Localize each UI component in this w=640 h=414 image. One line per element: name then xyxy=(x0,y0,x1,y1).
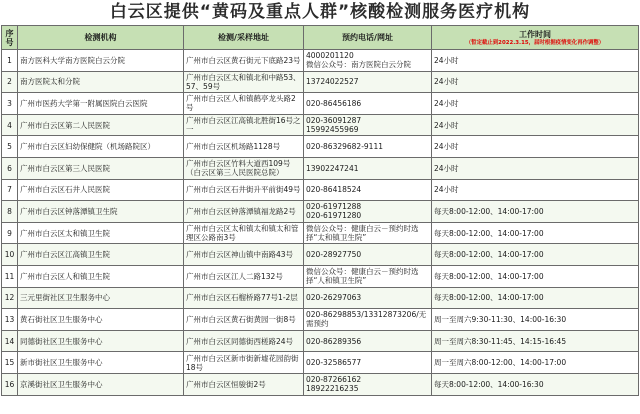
cell-institution: 同德街社区卫生服务中心 xyxy=(18,330,184,352)
table-row xyxy=(2,373,639,395)
cell-index: 11 xyxy=(2,265,18,287)
table-row xyxy=(2,114,639,136)
cell-contact: 微信公众号：健康白云－预约时选择“人和镇卫生院” xyxy=(304,265,432,287)
cell-index: 7 xyxy=(2,179,18,201)
cell-index: 9 xyxy=(2,222,18,244)
header-index: 序号 xyxy=(2,26,18,50)
cell-institution: 广州市白云区钟落潭镇卫生院 xyxy=(18,201,184,223)
table-row xyxy=(2,201,639,223)
table-header-row xyxy=(2,26,639,50)
cell-index: 8 xyxy=(2,201,18,223)
table-body xyxy=(2,50,639,396)
cell-index: 4 xyxy=(2,114,18,136)
cell-address: 广州市白云区太和镇太和镇太和管理区公路南3号 xyxy=(184,222,304,244)
cell-contact: 020-86329682-9111 xyxy=(304,136,432,158)
cell-contact: 020-86289356 xyxy=(304,330,432,352)
cell-institution: 黄石街社区卫生服务中心 xyxy=(18,309,184,331)
cell-index: 2 xyxy=(2,71,18,93)
cell-institution: 新市街社区卫生服务中心 xyxy=(18,352,184,374)
table-row xyxy=(2,157,639,179)
cell-institution: 广州市白云区第三人民医院 xyxy=(18,157,184,179)
cell-address: 广州市白云区石井街升平前街49号 xyxy=(184,179,304,201)
cell-contact: 020-28927750 xyxy=(304,244,432,266)
cell-hours: 每天8:00-12:00、14:00-17:00 xyxy=(432,201,639,223)
cell-index: 3 xyxy=(2,93,18,115)
table-row xyxy=(2,71,639,93)
cell-index: 12 xyxy=(2,287,18,309)
table-row xyxy=(2,352,639,374)
cell-hours: 24小时 xyxy=(432,50,639,72)
cell-hours: 24小时 xyxy=(432,179,639,201)
cell-index: 13 xyxy=(2,309,18,331)
table-row xyxy=(2,330,639,352)
cell-institution: 广州市白云区妇幼保健院（机场路院区） xyxy=(18,136,184,158)
cell-address: 广州市白云区黄石街元下底路23号 xyxy=(184,50,304,72)
table-row xyxy=(2,287,639,309)
cell-address: 广州市白云区江高镇北胜街16号之一 xyxy=(184,114,304,136)
cell-address: 广州市白云区恒骏街2号 xyxy=(184,373,304,395)
cell-index: 16 xyxy=(2,373,18,395)
cell-index: 6 xyxy=(2,157,18,179)
cell-index: 10 xyxy=(2,244,18,266)
table-row xyxy=(2,50,639,72)
cell-index: 15 xyxy=(2,352,18,374)
cell-address: 广州市白云区江人二路132号 xyxy=(184,265,304,287)
institution-table xyxy=(1,25,639,396)
cell-address: 广州市白云区神山镇中南路43号 xyxy=(184,244,304,266)
page-title: 白云区提供“黄码及重点人群”核酸检测服务医疗机构 xyxy=(109,2,531,22)
cell-hours: 24小时 xyxy=(432,114,639,136)
cell-hours: 每天8:00-12:00、14:00-17:00 xyxy=(432,265,639,287)
cell-contact: 020-86418524 xyxy=(304,179,432,201)
cell-institution: 京溪街社区卫生服务中心 xyxy=(18,373,184,395)
header-contact: 预约电话/网址 xyxy=(304,26,432,50)
cell-index: 1 xyxy=(2,50,18,72)
cell-contact: 020-86298853/13312873206/无需预约 xyxy=(304,309,432,331)
cell-contact: 020-86456186 xyxy=(304,93,432,115)
cell-contact: 13724022527 xyxy=(304,71,432,93)
cell-address: 广州市白云区石榴桥路77号1-2层 xyxy=(184,287,304,309)
cell-hours: 24小时 xyxy=(432,157,639,179)
cell-address: 广州市白云区钟落潭镇福龙路2号 xyxy=(184,201,304,223)
table-row xyxy=(2,309,639,331)
header-hours-title: 工作时间 xyxy=(519,29,551,39)
header-address: 检测/采样地址 xyxy=(184,26,304,50)
cell-hours: 每天8:00-12:00、14:00-17:00 xyxy=(432,287,639,309)
cell-hours: 周一至周六8:30-11:45、14:15-16:45 xyxy=(432,330,639,352)
header-hours-note: （暂定截止到2022.3.15，届时根据疫情变化再作调整） xyxy=(465,38,605,46)
cell-institution: 广州市白云区第二人民医院 xyxy=(18,114,184,136)
cell-contact: 020-26297063 xyxy=(304,287,432,309)
header-institution: 检测机构 xyxy=(18,26,184,50)
cell-address: 广州市白云区太和镇北和中路53、57、59号 xyxy=(184,71,304,93)
cell-contact: 020-36091287 15992455969 xyxy=(304,114,432,136)
cell-institution: 广州市白云区石井人民医院 xyxy=(18,179,184,201)
table-row xyxy=(2,93,639,115)
cell-institution: 广州市白云区江高镇卫生院 xyxy=(18,244,184,266)
table-row xyxy=(2,222,639,244)
cell-contact: 4000201120 微信公众号：南方医院白云分院 xyxy=(304,50,432,72)
cell-hours: 每天8:00-12:00、14:00-16:30 xyxy=(432,373,639,395)
cell-contact: 微信公众号：健康白云－预约时选择“太和镇卫生院” xyxy=(304,222,432,244)
cell-contact: 020-61971288 020-61971280 xyxy=(304,201,432,223)
header-hours xyxy=(432,26,639,50)
cell-hours: 24小时 xyxy=(432,93,639,115)
cell-institution: 广州市白云区太和镇卫生院 xyxy=(18,222,184,244)
cell-hours: 24小时 xyxy=(432,71,639,93)
table-row xyxy=(2,179,639,201)
cell-hours: 每天8:00-12:00、14:00-17:00 xyxy=(432,222,639,244)
cell-address: 广州市白云区人和镇鹤亭龙头路2号 xyxy=(184,93,304,115)
cell-hours: 每天8:00-12:00、14:00-17:00 xyxy=(432,244,639,266)
cell-hours: 24小时 xyxy=(432,136,639,158)
cell-institution: 南方医科大学南方医院白云分院 xyxy=(18,50,184,72)
cell-address: 广州市白云区新市街新墟花园韵街18号 xyxy=(184,352,304,374)
cell-institution: 南方医院太和分院 xyxy=(18,71,184,93)
cell-index: 5 xyxy=(2,136,18,158)
cell-address: 广州市白云区同德街西槎路24号 xyxy=(184,330,304,352)
cell-institution: 广州市医药大学第一附属医院白云医院 xyxy=(18,93,184,115)
cell-contact: 13902247241 xyxy=(304,157,432,179)
cell-index: 14 xyxy=(2,330,18,352)
cell-contact: 020-32586577 xyxy=(304,352,432,374)
cell-address: 广州市白云区机场路1128号 xyxy=(184,136,304,158)
table-row xyxy=(2,136,639,158)
table-row xyxy=(2,244,639,266)
table-row xyxy=(2,265,639,287)
cell-institution: 广州市白云区人和镇卫生院 xyxy=(18,265,184,287)
cell-contact: 020-87266162 18922216235 xyxy=(304,373,432,395)
cell-institution: 三元里街社区卫生服务中心 xyxy=(18,287,184,309)
cell-hours: 周一至周六9:30-11:30、14:00-16:30 xyxy=(432,309,639,331)
cell-address: 广州市白云区竹料大道西109号（白云区第三人民医院总院） xyxy=(184,157,304,179)
cell-hours: 周一至周六8:00-12:00、14:00-17:00 xyxy=(432,352,639,374)
cell-address: 广州市白云区黄石街黄园一街8号 xyxy=(184,309,304,331)
